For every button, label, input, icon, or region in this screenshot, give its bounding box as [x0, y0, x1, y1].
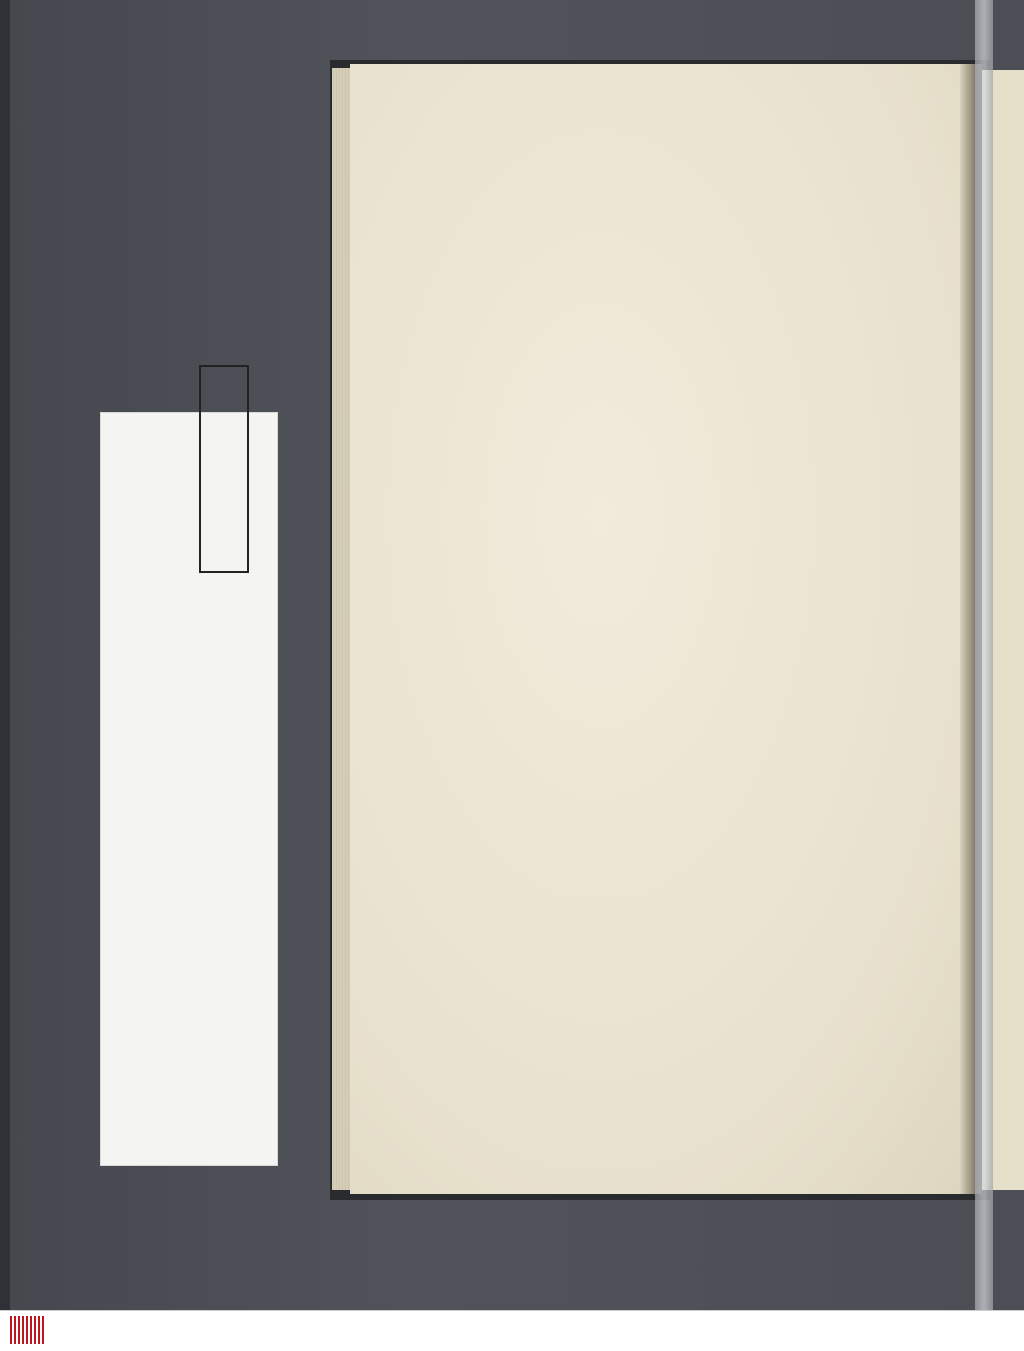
book-page: [350, 64, 976, 1194]
scan-left-edge: [0, 0, 10, 1310]
swatch-dark: [201, 503, 247, 571]
gray-swatches: [199, 365, 249, 573]
hab-logo-icon: [10, 1316, 46, 1344]
footer-bar: [0, 1310, 1024, 1351]
swatch-light: [201, 367, 247, 435]
grayscale-ruler: [100, 412, 278, 1166]
page-edges: [332, 68, 352, 1190]
ruler-tick-scale: [163, 783, 203, 1143]
glass-clip: [975, 0, 993, 1310]
ruler-rotated-content: [101, 413, 277, 1165]
swatch-mid: [201, 435, 247, 503]
